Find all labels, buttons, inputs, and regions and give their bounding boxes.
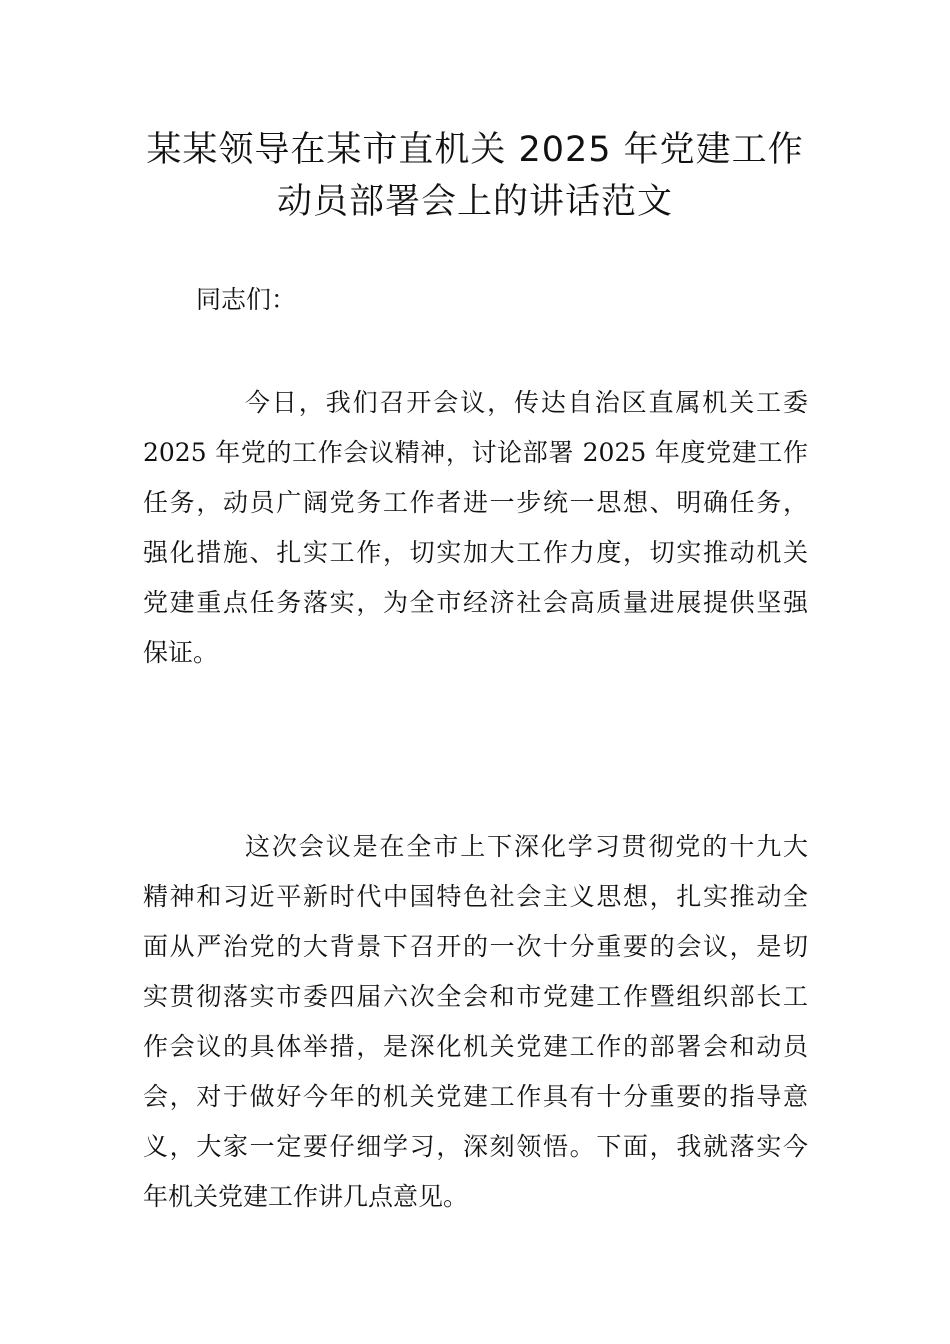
salutation: 同志们：: [196, 285, 297, 314]
paragraph-line: 2025 年党的工作会议精神，讨论部署 2025 年度党建工作: [143, 438, 808, 467]
paragraph-line: 强化措施、扎实工作，切实加大工作力度，切实推动机关: [143, 538, 808, 567]
paragraph-line: 党建重点任务落实，为全市经济社会高质量进展提供坚强: [143, 588, 808, 617]
paragraph-line: 精神和习近平新时代中国特色社会主义思想，扎实推动全: [143, 882, 808, 911]
paragraph-line: 这次会议是在全市上下深化学习贯彻党的十九大: [245, 832, 808, 861]
paragraph-2: [143, 822, 808, 1222]
paragraph-line: 年机关党建工作讲几点意见。: [143, 1182, 469, 1211]
paragraph-line: 会，对于做好今年的机关党建工作具有十分重要的指导意: [143, 1082, 808, 1111]
document-title-line-2: 动员部署会上的讲话范文: [276, 182, 673, 222]
paragraph-line: 义，大家一定要仔细学习，深刻领悟。下面，我就落实今: [143, 1132, 808, 1161]
paragraph-line: 任务，动员广阔党务工作者进一步统一思想、明确任务，: [143, 488, 808, 517]
paragraph-1: [143, 378, 808, 678]
paragraph-line: 面从严治党的大背景下召开的一次十分重要的会议，是切: [143, 932, 808, 961]
paragraph-line: 实贯彻落实市委四届六次全会和市党建工作暨组织部长工: [143, 982, 808, 1011]
paragraph-line: 保证。: [143, 638, 219, 667]
paragraph-line: 今日，我们召开会议，传达自治区直属机关工委: [245, 388, 808, 417]
document-title-line-1: 某某领导在某市直机关 2025 年党建工作: [146, 130, 804, 170]
paragraph-line: 作会议的具体举措，是深化机关党建工作的部署会和动员: [143, 1032, 808, 1061]
